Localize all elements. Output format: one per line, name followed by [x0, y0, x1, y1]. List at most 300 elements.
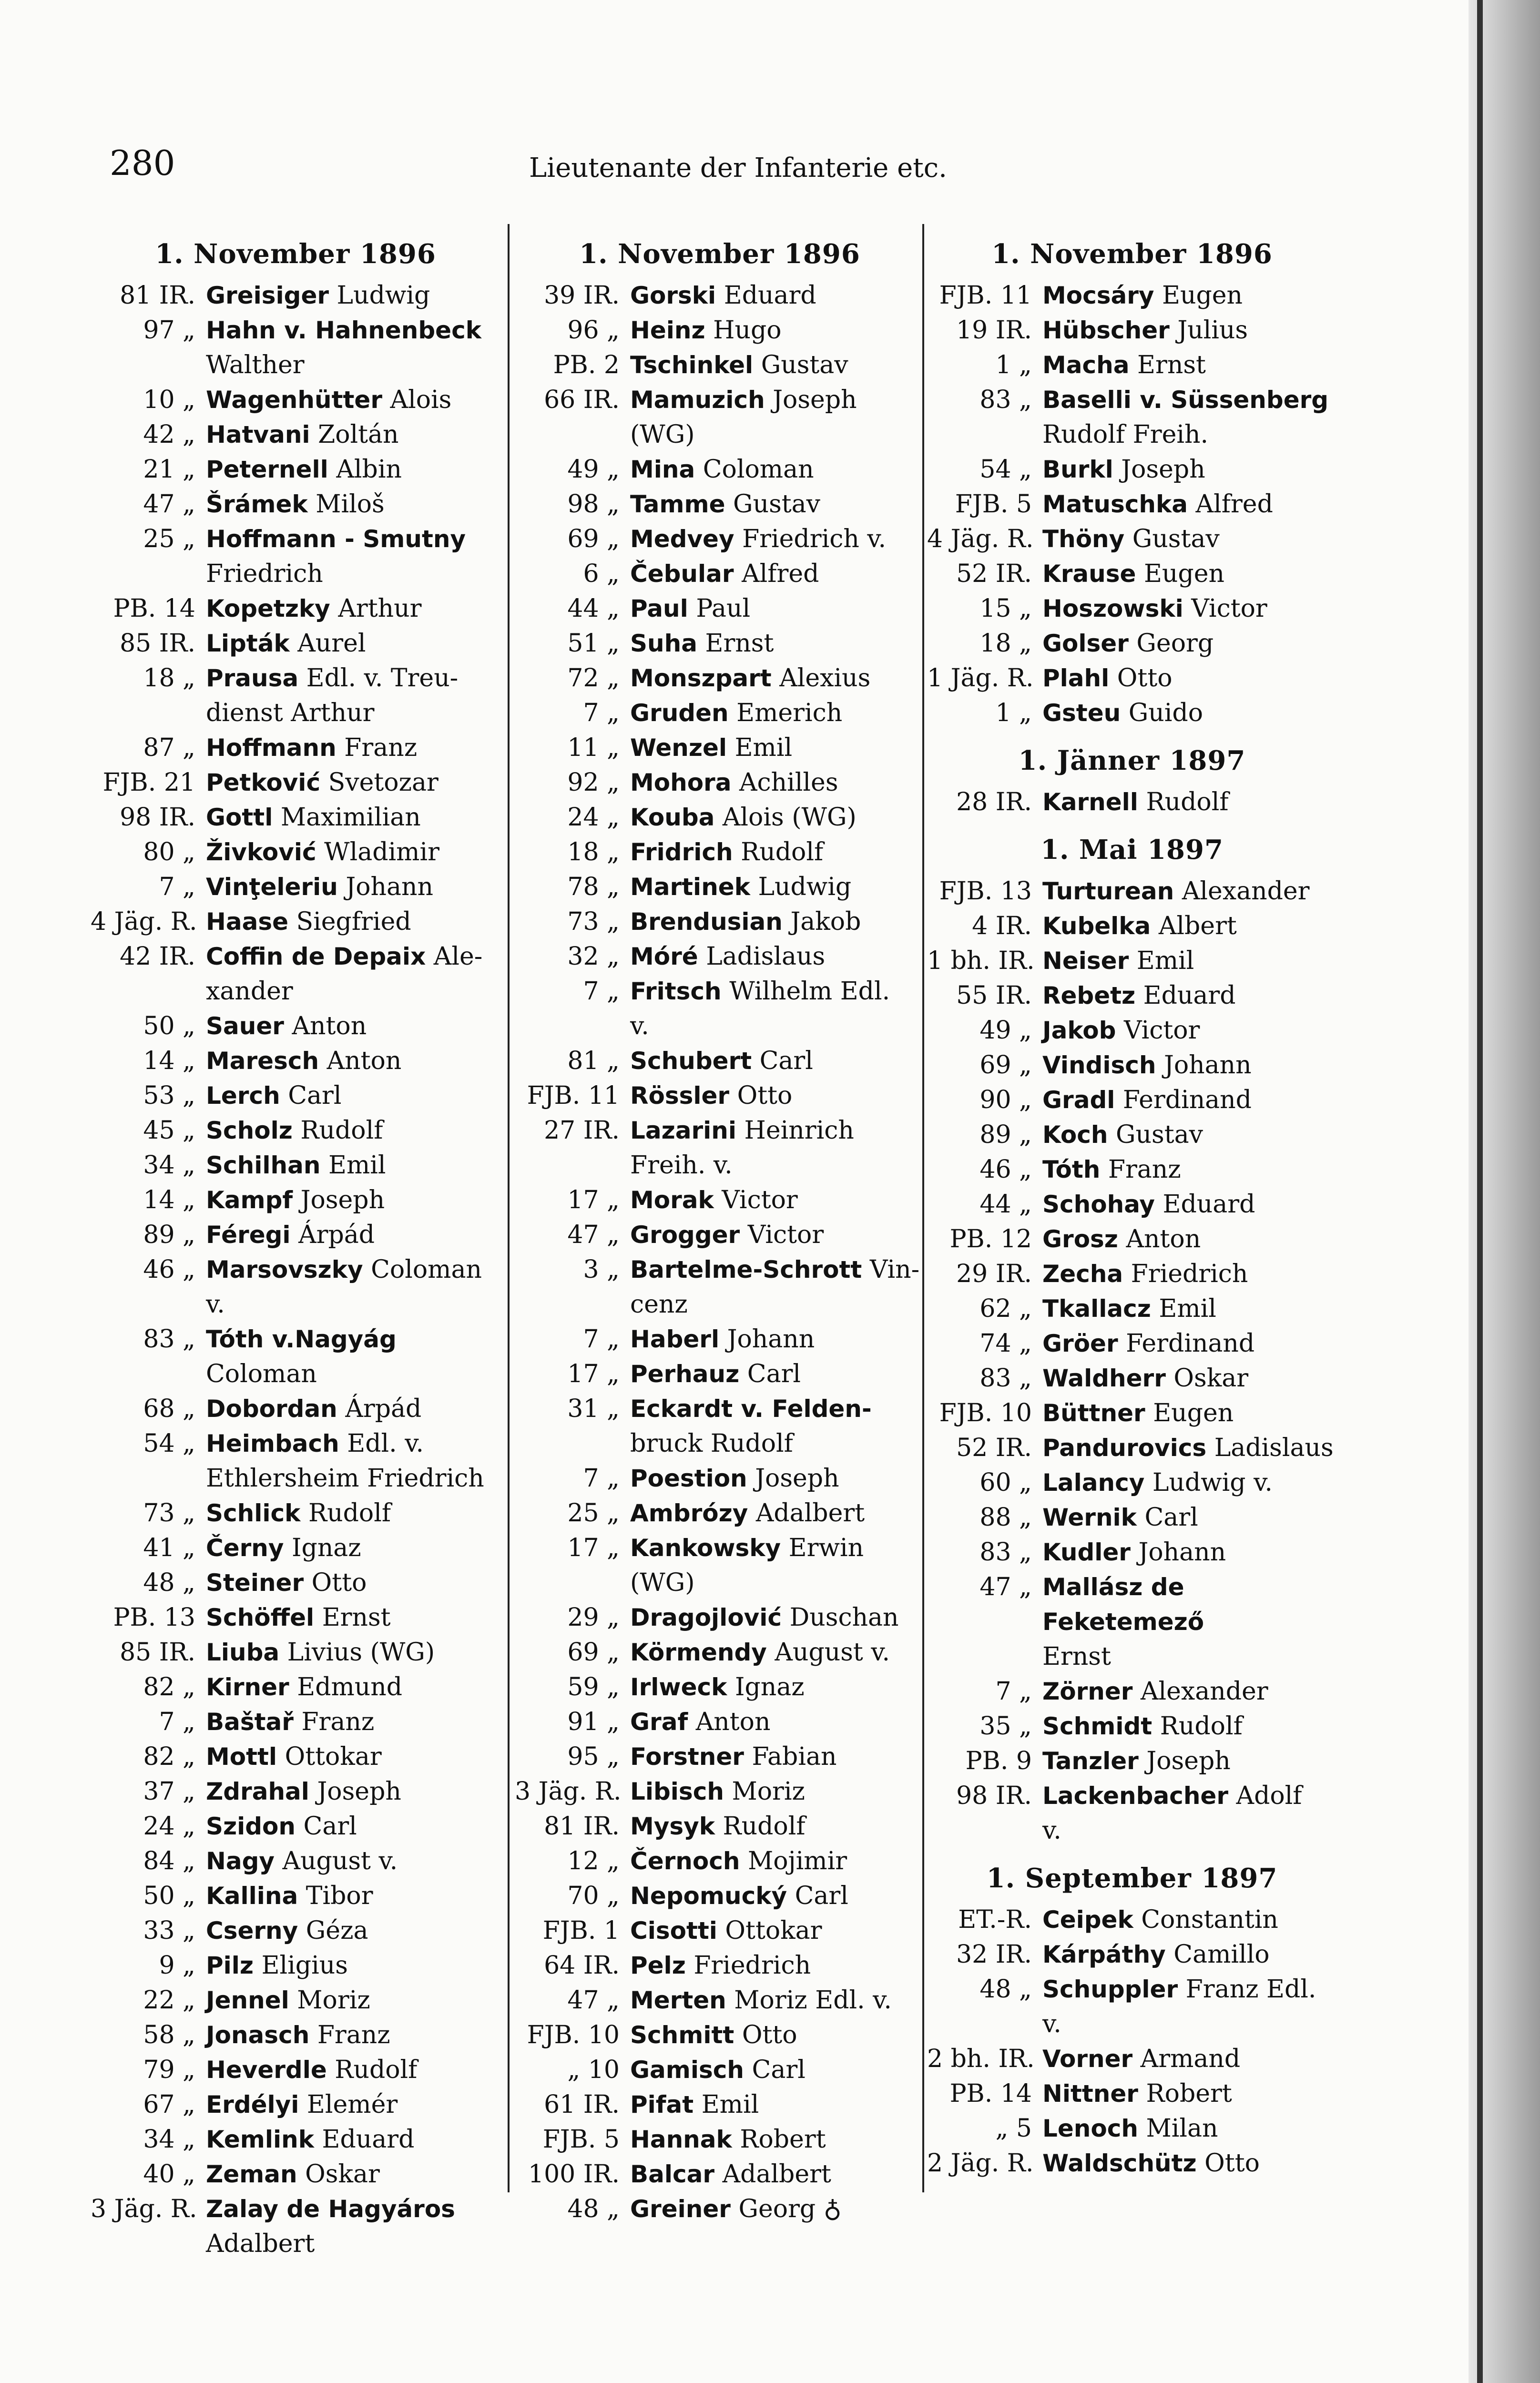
unit-number: 50 „ — [143, 1882, 195, 1910]
unit-number: 27 IR. — [544, 1116, 620, 1145]
surname: Kárpáthy — [1042, 1941, 1166, 1968]
roster-entry — [91, 1183, 500, 1218]
given-name: Tibor — [306, 1882, 373, 1910]
unit-number: 67 „ — [143, 2090, 195, 2119]
given-name: Edl. v. — [347, 1429, 424, 1458]
unit-number: 89 „ — [979, 1120, 1032, 1149]
roster-entry — [927, 522, 1337, 557]
given-name: Joseph — [300, 1186, 385, 1214]
surname: Lalancy — [1042, 1469, 1145, 1497]
given-name: Moriz — [297, 1986, 370, 2015]
surname: Dobordan — [206, 1395, 337, 1423]
surname: Scholz — [206, 1117, 293, 1144]
roster-entry — [515, 1983, 925, 2018]
surname: Gottl — [206, 804, 273, 831]
roster-entry — [927, 313, 1337, 348]
surname: Karnell — [1042, 788, 1138, 816]
roster-entry — [515, 1740, 925, 1774]
given-name: Maximilian — [280, 803, 421, 832]
roster-entry — [91, 383, 500, 418]
unit-number: 25 „ — [143, 525, 195, 553]
officer-name — [1032, 1396, 1337, 1431]
unit-number: 98 IR. — [956, 1782, 1032, 1810]
roster-entry — [927, 557, 1337, 591]
given-name: Anton — [695, 1708, 771, 1736]
officer-name — [195, 939, 500, 974]
roster-entry — [515, 1079, 925, 1113]
roster-entry — [515, 731, 925, 765]
officer-name — [195, 1566, 500, 1600]
officer-name — [195, 905, 500, 939]
unit-number: 98 IR. — [120, 803, 195, 832]
roster-entry — [515, 2053, 925, 2088]
roster-entry — [515, 557, 925, 591]
unit-number: 24 „ — [567, 803, 620, 832]
roster-entry — [927, 1152, 1337, 1187]
given-name: Eligius — [261, 1951, 348, 1980]
surname: Schöffel — [206, 1604, 315, 1631]
unit-number: 9 „ — [159, 1951, 195, 1980]
surname: Mallász de Feketemező — [1042, 1573, 1204, 1636]
officer-name — [620, 1635, 925, 1670]
roster-entry — [515, 1496, 925, 1531]
roster-entry — [515, 1670, 925, 1705]
officer-name — [195, 1392, 500, 1426]
unit-number: 17 „ — [567, 1534, 620, 1562]
unit-number: 96 „ — [567, 316, 620, 345]
roster-entry — [91, 1740, 500, 1774]
officer-name — [195, 418, 500, 452]
given-name: Friedrich v. — [742, 525, 887, 553]
roster-entry — [927, 1083, 1337, 1118]
officer-name — [195, 1009, 500, 1044]
unit-number: 88 „ — [979, 1503, 1032, 1532]
name-continuation: Walther — [206, 351, 305, 379]
given-name: Ignaz — [734, 1673, 805, 1701]
surname: Jakob — [1042, 1017, 1116, 1044]
roster-entry — [91, 1496, 500, 1531]
roster-entry — [515, 2122, 925, 2157]
roster-entry — [515, 765, 925, 800]
surname: Mohora — [630, 769, 732, 796]
officer-name — [620, 1113, 925, 1148]
officer-name — [195, 452, 500, 487]
given-name: Jakob — [790, 907, 861, 936]
officer-name — [620, 1983, 925, 2018]
surname: Pilz — [206, 1952, 254, 1979]
surname: Gröer — [1042, 1330, 1118, 1357]
given-name: Eugen — [1143, 560, 1224, 588]
name-continuation: v. — [630, 1012, 649, 1040]
unit-number: 58 „ — [143, 2021, 195, 2049]
roster-entry — [91, 1914, 500, 1948]
surname: Mottl — [206, 1743, 277, 1771]
officer-name — [1032, 383, 1337, 418]
unit-number: FJB. 13 — [939, 877, 1032, 906]
unit-number: 4 IR. — [972, 912, 1032, 940]
roster-entry — [515, 626, 925, 661]
officer-name — [1032, 1361, 1337, 1396]
surname: Burkl — [1042, 456, 1113, 483]
surname: Poestion — [630, 1465, 747, 1492]
officer-name — [620, 2192, 925, 2227]
officer-name — [1032, 1292, 1337, 1326]
roster-entry — [91, 1983, 500, 2018]
roster-entry — [91, 1844, 500, 1879]
officer-name — [1032, 452, 1337, 487]
unit-number: 84 „ — [143, 1847, 195, 1875]
given-name: Carl — [759, 1047, 813, 1075]
roster-entry — [515, 1844, 925, 1879]
unit-number: 11 „ — [567, 733, 620, 762]
unit-number: FJB. 10 — [527, 2021, 620, 2049]
roster-entry — [515, 1461, 925, 1496]
unit-number: 25 „ — [567, 1499, 620, 1528]
unit-number: PB. 12 — [949, 1225, 1032, 1253]
surname: Ambrózy — [630, 1499, 748, 1527]
roster-entry — [927, 1903, 1337, 1937]
officer-name — [620, 696, 925, 731]
officer-name — [195, 1914, 500, 1948]
roster-entry — [515, 1948, 925, 1983]
given-name: Robert — [740, 2125, 826, 2154]
roster-entry — [515, 278, 925, 313]
officer-name — [195, 1496, 500, 1531]
roster-entry — [927, 696, 1337, 731]
officer-name — [1032, 874, 1337, 909]
given-name: Wilhelm Edl. — [729, 977, 890, 1006]
roster-entry — [927, 1118, 1337, 1152]
given-name: Coloman — [703, 455, 814, 484]
unit-number: 12 „ — [567, 1847, 620, 1875]
officer-name — [620, 1461, 925, 1496]
roster-entry — [91, 800, 500, 835]
surname: Medvey — [630, 525, 734, 553]
surname: Kemlink — [206, 2126, 315, 2153]
surname: Kopetzky — [206, 595, 330, 622]
officer-name — [620, 1079, 925, 1113]
roster-entry — [927, 1674, 1337, 1709]
surname: Schilhan — [206, 1151, 321, 1179]
unit-number: 50 „ — [143, 1012, 195, 1040]
unit-number: 41 „ — [143, 1534, 195, 1562]
given-name: Heinrich — [744, 1116, 854, 1145]
officer-name — [195, 487, 500, 522]
surname: Heinz — [630, 316, 705, 344]
surname: Prausa — [206, 664, 299, 692]
officer-name — [620, 1948, 925, 1983]
unit-number: 81 „ — [567, 1047, 620, 1075]
given-name: Carl — [288, 1081, 342, 1110]
surname: Baštař — [206, 1708, 294, 1736]
surname: Baselli v. Süssenberg — [1042, 386, 1329, 414]
given-name: Victor — [722, 1186, 798, 1214]
surname: Krause — [1042, 560, 1136, 588]
officer-name — [1032, 1152, 1337, 1187]
unit-number: 47 „ — [567, 1986, 620, 2015]
section-heading: 1. Mai 1897 — [1040, 834, 1224, 866]
roster-entry — [515, 870, 925, 905]
given-name: Joseph — [317, 1777, 401, 1806]
officer-name — [195, 731, 500, 765]
officer-name — [195, 1774, 500, 1809]
given-name: Otto — [737, 1081, 793, 1110]
page-number: 280 — [110, 143, 175, 183]
roster-entry — [515, 905, 925, 939]
given-name: Camillo — [1173, 1940, 1270, 1969]
roster-entry — [927, 383, 1337, 418]
officer-name — [195, 1879, 500, 1914]
unit-number: FJB. 10 — [939, 1399, 1032, 1427]
surname: Peternell — [206, 456, 328, 483]
given-name: Johann — [727, 1325, 815, 1354]
unit-number: 74 „ — [979, 1329, 1032, 1358]
unit-number: 83 „ — [979, 386, 1032, 414]
name-continuation: (WG) — [630, 1568, 695, 1597]
surname: Haase — [206, 908, 288, 936]
officer-name — [620, 1496, 925, 1531]
officer-name — [1032, 944, 1337, 978]
given-name: Alois (WG) — [722, 803, 857, 832]
unit-number: 85 IR. — [120, 629, 195, 658]
officer-name — [620, 1218, 925, 1253]
roster-entry — [515, 1218, 925, 1253]
roster-entry — [927, 1396, 1337, 1431]
surname: Zeman — [206, 2160, 297, 2188]
surname: Schlick — [206, 1499, 301, 1527]
officer-name — [195, 1844, 500, 1879]
unit-number: 35 „ — [979, 1712, 1032, 1741]
section-heading: 1. Jänner 1897 — [1018, 745, 1246, 776]
unit-number: 91 „ — [567, 1708, 620, 1736]
roster-entry — [91, 1148, 500, 1183]
roster-entry — [515, 2088, 925, 2122]
given-name: Gustav — [733, 490, 821, 519]
officer-name — [195, 626, 500, 661]
surname: Pelz — [630, 1952, 686, 1979]
given-name: August v. — [282, 1847, 398, 1875]
unit-number: 49 „ — [567, 455, 620, 484]
roster-entry — [927, 2111, 1337, 2146]
unit-number: 46 „ — [143, 1255, 195, 1284]
roster-entry — [91, 1322, 500, 1392]
given-name: Anton — [1126, 1225, 1201, 1253]
surname: Tóth v.Nagyág — [206, 1325, 397, 1353]
officer-name — [195, 1148, 500, 1183]
roster-entry — [91, 1809, 500, 1844]
officer-name — [620, 2122, 925, 2157]
officer-name — [1032, 909, 1337, 944]
section-heading: 1. November 1896 — [991, 238, 1273, 270]
surname: Wagenhütter — [206, 386, 382, 414]
roster-entry — [927, 2077, 1337, 2111]
roster-entry — [515, 661, 925, 696]
unit-number: 7 „ — [583, 1325, 620, 1354]
given-name: Alois — [390, 386, 452, 414]
given-name: Anton — [326, 1047, 402, 1075]
surname: Gradl — [1042, 1086, 1115, 1114]
officer-name — [195, 2053, 500, 2088]
unit-number: PB. 9 — [965, 1747, 1032, 1775]
given-name: Duschan — [789, 1603, 899, 1632]
given-name: Milan — [1146, 2114, 1218, 2143]
surname: Hahn v. Hahnenbeck — [206, 316, 481, 344]
officer-name — [1032, 696, 1337, 731]
unit-number: 14 „ — [143, 1047, 195, 1075]
roster-entry — [91, 2088, 500, 2122]
given-name: Eugen — [1162, 281, 1243, 310]
unit-number: 34 „ — [143, 1151, 195, 1180]
surname: Golser — [1042, 630, 1129, 657]
given-name: Emil — [734, 733, 793, 762]
given-name: Ferdinand — [1126, 1329, 1255, 1358]
surname: Haberl — [630, 1325, 720, 1353]
officer-name — [620, 2157, 925, 2192]
surname: Bartelme-Schrott — [630, 1256, 862, 1283]
given-name: Rudolf — [1160, 1712, 1243, 1741]
officer-name — [195, 522, 500, 557]
officer-name — [1032, 1048, 1337, 1083]
unit-number: 7 „ — [583, 1464, 620, 1493]
unit-number: 4 Jäg. R. — [927, 525, 1034, 553]
officer-name — [620, 2018, 925, 2053]
surname: Cserny — [206, 1917, 298, 1945]
unit-number: 21 „ — [143, 455, 195, 484]
surname: Kirner — [206, 1673, 289, 1701]
roster-entry — [927, 1361, 1337, 1396]
unit-number: 32 „ — [567, 942, 620, 971]
officer-name — [620, 731, 925, 765]
unit-number: 3 „ — [583, 1255, 620, 1284]
given-name: Gustav — [1115, 1120, 1203, 1149]
given-name: Friedrich — [1131, 1260, 1248, 1288]
roster-entry — [927, 1535, 1337, 1570]
officer-name — [1032, 785, 1337, 820]
surname: Jonasch — [206, 2021, 310, 2049]
roster-entry — [515, 1705, 925, 1740]
roster-entry — [91, 1253, 500, 1322]
unit-number: 73 „ — [567, 907, 620, 936]
roster-entry — [91, 939, 500, 974]
roster-entry — [927, 1466, 1337, 1500]
officer-name — [195, 661, 500, 696]
unit-number: 85 IR. — [120, 1638, 195, 1667]
given-name: Emerich — [736, 699, 843, 727]
roster-entry — [515, 1392, 925, 1426]
roster-entry — [91, 905, 500, 939]
given-name: Ludwig — [337, 281, 430, 310]
given-name: Ludwig v. — [1152, 1468, 1273, 1497]
surname: Büttner — [1042, 1399, 1145, 1427]
unit-number: 54 „ — [143, 1429, 195, 1458]
given-name: Franz — [317, 2021, 390, 2049]
unit-number: 68 „ — [143, 1395, 195, 1423]
officer-name — [1032, 487, 1337, 522]
given-name: Georg — [1136, 629, 1214, 658]
roster-entry — [91, 2053, 500, 2088]
unit-number: 37 „ — [143, 1777, 195, 1806]
given-name: Carl — [752, 2056, 806, 2084]
surname: Tschinkel — [630, 351, 754, 379]
officer-name — [195, 1044, 500, 1079]
given-name: Robert — [1146, 2079, 1232, 2108]
roster-entry — [927, 978, 1337, 1013]
roster-entry — [927, 944, 1337, 978]
unit-number: 7 „ — [159, 873, 195, 901]
surname: Thöny — [1042, 525, 1125, 553]
unit-number: 14 „ — [143, 1186, 195, 1214]
given-name: Otto — [742, 2021, 797, 2049]
roster-entry — [91, 487, 500, 522]
officer-name — [1032, 1326, 1337, 1361]
surname: Gruden — [630, 699, 729, 727]
unit-number: 78 „ — [567, 873, 620, 901]
roster-entry — [927, 1257, 1337, 1292]
surname: Plahl — [1042, 664, 1110, 692]
surname: Steiner — [206, 1569, 304, 1597]
given-name: Joseph — [755, 1464, 839, 1493]
unit-number: 32 IR. — [956, 1940, 1032, 1969]
roster-entry — [927, 278, 1337, 313]
surname: Wenzel — [630, 734, 727, 762]
roster-entry — [91, 313, 500, 348]
officer-name — [1032, 1466, 1337, 1500]
roster-entry — [91, 418, 500, 452]
surname: Nepomucký — [630, 1882, 787, 1910]
officer-name — [620, 1670, 925, 1705]
roster-entry — [91, 1635, 500, 1670]
officer-name — [195, 313, 500, 348]
roster-entry — [91, 1113, 500, 1148]
roster-entry — [91, 1218, 500, 1253]
roster-entry — [515, 1322, 925, 1357]
unit-number: 82 „ — [143, 1673, 195, 1701]
roster-entry — [91, 835, 500, 870]
given-name: Ludwig — [758, 873, 852, 901]
given-name: Coloman v. — [206, 1255, 482, 1319]
unit-number: 33 „ — [143, 1916, 195, 1945]
officer-name — [620, 835, 925, 870]
roster-entry — [91, 522, 500, 557]
officer-name — [1032, 1083, 1337, 1118]
officer-name — [1032, 1222, 1337, 1257]
unit-number: 62 „ — [979, 1294, 1032, 1323]
unit-number: 22 „ — [143, 1986, 195, 2015]
surname: Neiser — [1042, 947, 1129, 975]
unit-number: 95 „ — [567, 1742, 620, 1771]
officer-name — [1032, 1535, 1337, 1570]
surname: Schmidt — [1042, 1712, 1152, 1740]
surname: Féregi — [206, 1221, 291, 1249]
surname: Heverdle — [206, 2056, 327, 2084]
given-name: Gustav — [761, 351, 848, 379]
roster-entry — [515, 452, 925, 487]
given-name: Fabian — [752, 1742, 837, 1771]
roster-entry — [91, 626, 500, 661]
surname: Schuppler — [1042, 1976, 1178, 2003]
roster-entry — [927, 661, 1337, 696]
unit-number: 80 „ — [143, 838, 195, 866]
officer-name — [195, 278, 500, 313]
surname: Mina — [630, 456, 695, 483]
given-name: Ottokar — [285, 1742, 382, 1771]
officer-name — [1032, 1779, 1337, 1813]
given-name: Ladislaus — [1214, 1434, 1334, 1462]
surname: Jennel — [206, 1986, 289, 2014]
surname: Schohay — [1042, 1191, 1155, 1218]
name-continuation: v. — [1042, 2010, 1061, 2038]
unit-number: 42 „ — [143, 420, 195, 449]
